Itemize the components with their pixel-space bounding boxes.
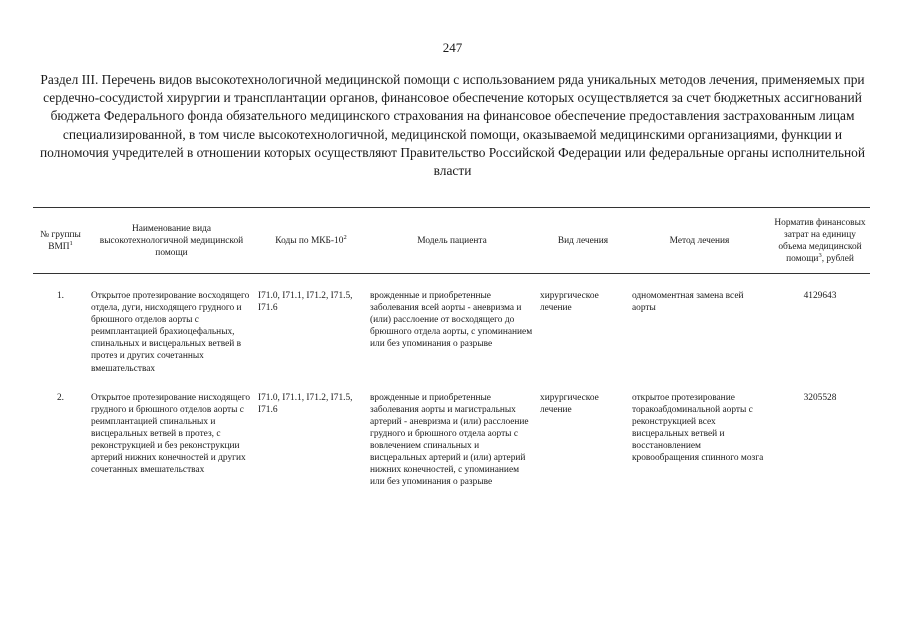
header-norm xyxy=(770,208,870,274)
table-header-row xyxy=(33,208,870,274)
header-treatment-type: Вид лечения xyxy=(537,208,629,274)
header-codes-footnote: 2 xyxy=(343,233,347,241)
cell-treatment-type: хирургическое лечение xyxy=(540,392,599,415)
header-group-no-text: № группы ВМП xyxy=(40,229,81,252)
cell-group-no: 1. xyxy=(56,291,65,301)
cell-name: Открытое протезирование восходящего отдела, дуги, нисходящего грудного и брюшного отделов аорты с реимплантацией брахиоцефальных, спинальных и висцеральных ветвей в протез и других сочетанных вмешательствах xyxy=(91,291,250,374)
cell-codes: I71.0, I71.1, I71.2, I71.5, I71.6 xyxy=(258,291,353,314)
cell-name: Открытое протезирование нисходящего грудного и брюшного отделов аорты с реимплантацией спинальных и висцеральных ветвей в протез, с реконструкцией и без реконструкции артерий нижних конечностей и других сочетанных вмешательствах xyxy=(91,392,251,476)
header-codes xyxy=(255,208,367,274)
header-norm-footnote: 3 xyxy=(818,251,822,259)
header-codes-text: Коды по МКБ-10 xyxy=(275,235,344,246)
table-row xyxy=(33,375,870,489)
header-model: Модель пациента xyxy=(367,208,537,274)
header-norm-suffix: , рублей xyxy=(821,254,854,265)
cell-model: врожденные и приобретенные заболевания аорты и магистральных артерий - аневризма и (или) расслоение грудного и брюшного отдела аорты с вовлечением спинальных и висцеральных артерий и (или) артерий нижних конечностей, с упоминанием или без упоминания о разрыве xyxy=(370,392,529,488)
cell-method: открытое протезирование торакоабдоминальной аорты с реконструкцией всех висцеральных ветвей и восстановлением кровообращения спинного мозга xyxy=(632,392,764,464)
header-norm-text: Норматив финансовых затрат на единицу объема медицинской помощи xyxy=(774,217,866,265)
page-number: 247 xyxy=(442,40,463,55)
cell-model: врожденные и приобретенные заболевания всей аорты - аневризма и (или) расслоение от восходящего до брюшного отдела аорты, с упоминанием или без упоминания о разрыве xyxy=(370,291,533,350)
cell-method: одномоментная замена всей аорты xyxy=(632,291,744,314)
header-name: Наименование вида высокотехнологичной медицинской помощи xyxy=(88,208,255,274)
cell-codes: I71.0, I71.1, I71.2, I71.5, I71.6 xyxy=(258,392,353,415)
cell-group-no: 2. xyxy=(56,392,65,403)
vmp-table xyxy=(33,207,870,488)
header-method: Метод лечения xyxy=(629,208,770,274)
cell-norm: 3205528 xyxy=(803,392,837,403)
table-row xyxy=(33,274,870,375)
header-group-no xyxy=(33,208,88,274)
cell-norm: 4129643 xyxy=(803,291,837,301)
section-title: Раздел III. Перечень видов высокотехнологичной медицинской помощи с использованием ряда уникальных методов лечения, применяемых при сердечно-сосудистой хирургии и трансплантации органов, финансовое обеспечение которых осуществляется за счет бюджетных ассигнований бюджета Федерального фонда обязательного медицинского страхования на финансовое обеспечение предоставления застрахованным лицам специализированной, в том числе высокотехнологичной, медицинской помощи, оказываемой медицинскими организациями, функции и полномочия учредителей в отношении которых осуществляют Правительство Российской Федерации или федеральные органы исполнительной власти xyxy=(39,72,866,179)
header-group-no-footnote: 1 xyxy=(69,239,73,247)
cell-treatment-type: хирургическое лечение xyxy=(540,291,599,314)
